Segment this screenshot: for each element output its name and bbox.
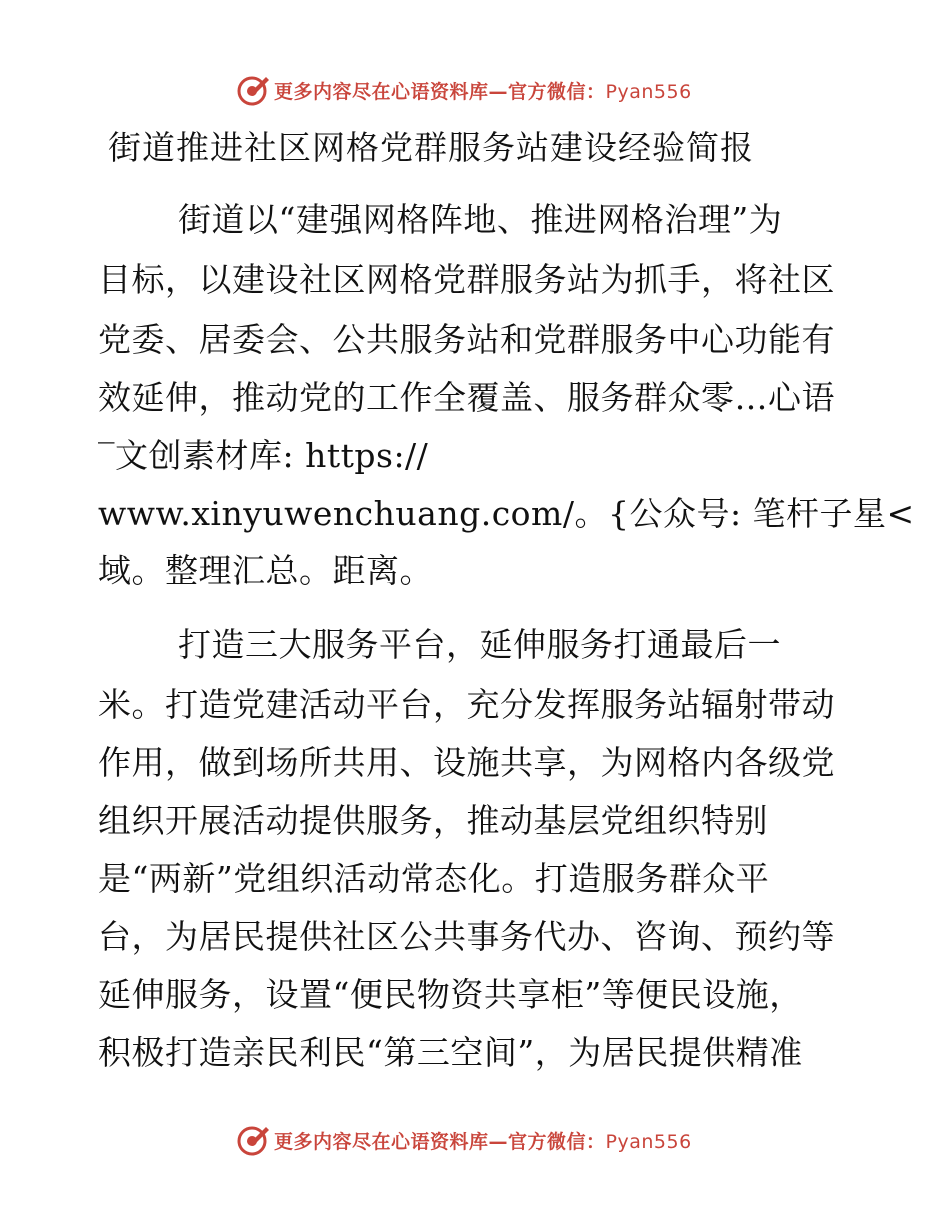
header-watermark: [236, 72, 692, 108]
body-line: 是“两新”党组织活动常态化。打造服务群众平: [98, 859, 770, 898]
body-line: 域。整理汇总。距离。: [98, 551, 433, 590]
body-line: ‾文创素材库: https://: [98, 436, 429, 475]
body-line: www.xinyuwenchuang.com/。{公众号: 笔杆子星<: [98, 494, 915, 533]
footer-watermark: [236, 1122, 692, 1158]
body-line: 党委、居委会、公共服务站和党群服务中心功能有: [98, 320, 835, 359]
watermark-text: 更多内容尽在心语资料库—官方微信：Pyan556: [274, 1130, 692, 1153]
body-line: 组织开展活动提供服务，推动基层党组织特别: [98, 801, 768, 840]
document-title: 街道推进社区网格党群服务站建设经验简报: [108, 128, 754, 167]
watermark-text: 更多内容尽在心语资料库—官方微信：Pyan556: [274, 80, 692, 103]
body-line: 街道以“建强网格阵地、推进网格治理”为: [178, 200, 783, 239]
body-line: 目标，以建设社区网格党群服务站为抓手，将社区: [98, 260, 835, 299]
body-line: 作用，做到场所共用、设施共享，为网格内各级党: [98, 743, 835, 782]
body-line: 积极打造亲民利民“第三空间”，为居民提供精准: [98, 1033, 803, 1072]
pen-logo-icon: [236, 1123, 270, 1157]
body-line: 效延伸，推动党的工作全覆盖、服务群众零…心语: [98, 378, 835, 417]
body-line: 延伸服务，设置“便民物资共享柜”等便民设施，: [98, 975, 803, 1014]
body-line: 打造三大服务平台，延伸服务打通最后一: [178, 625, 781, 664]
pen-logo-icon: [236, 73, 270, 107]
body-line: 台，为居民提供社区公共事务代办、咨询、预约等: [98, 917, 835, 956]
body-line: 米。打造党建活动平台，充分发挥服务站辐射带动: [98, 685, 835, 724]
